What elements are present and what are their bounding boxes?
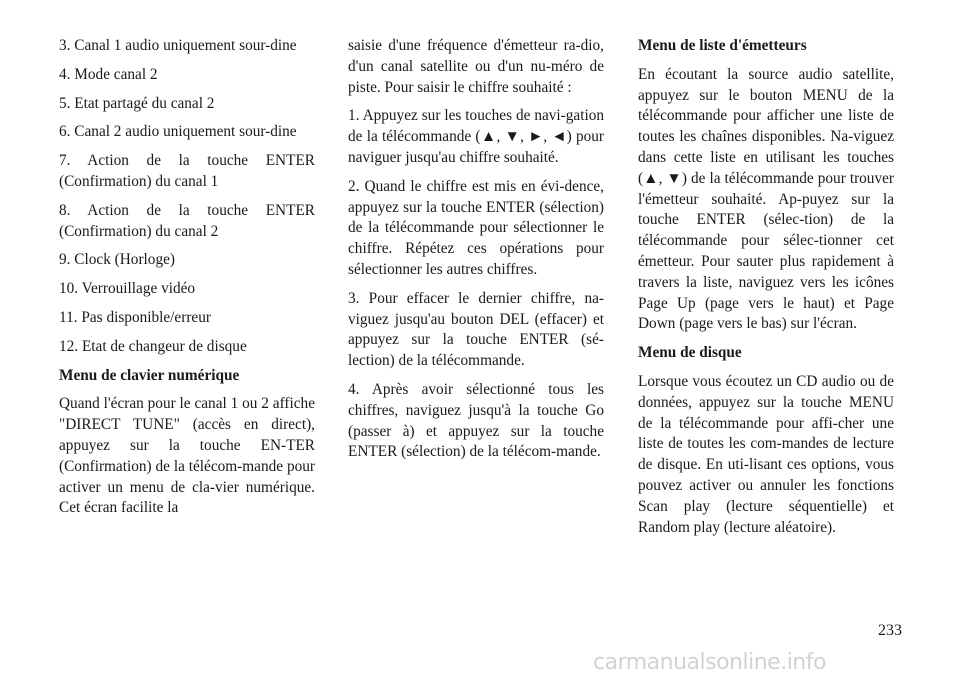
step-paragraph: 3. Pour effacer le dernier chiffre, na-viguez jusqu'au bouton DEL (effacer) et appuyez sur la touche ENTER (sé-lection) de la télécommande. [348,289,604,370]
list-item: 3. Canal 1 audio uniquement sour-dine [59,37,297,54]
list-item: 6. Canal 2 audio uniquement sour-dine [59,123,297,141]
watermark-text[interactable]: carmanualsonline.info [593,650,826,674]
list-item: 12. Etat de changeur de disque [59,337,247,355]
step-paragraph: 4. Après avoir sélectionné tous les chiffres, naviguez jusqu'à la touche Go (passer à) et appuyez sur la touche ENTER (sélection) de la télécom-mande. [348,380,604,461]
list-item: 7. Action de la touche ENTER (Confirmation) du canal 1 [59,152,315,190]
column-left [59,36,315,527]
list-item: 10. Verrouillage vidéo [59,280,196,298]
column-middle [348,36,604,471]
paragraph: Quand l'écran pour le canal 1 ou 2 affiche "DIRECT TUNE" (accès en direct), appuyez sur la touche EN-TER (Confirmation) de la télécom-mande pour activer un menu de cla-vier numérique. Cet écran facilite la [59,395,315,517]
list-item: 5. Etat partagé du canal 2 [59,94,215,112]
list-item: 4. Mode canal 2 [59,65,158,83]
page-number: 233 [878,622,902,639]
list-item: 9. Clock (Horloge) [59,251,175,269]
section-heading-numeric-keypad: Menu de clavier numérique [59,366,240,384]
section-heading-disc-menu: Menu de disque [638,344,742,362]
step-paragraph: 2. Quand le chiffre est mis en évi-dence, appuyez sur la touche ENTER (sélection) de la télécommande pour sélectionner le chiffre. Répétez ces opérations pour sélectionner les autres chiffres. [348,177,604,278]
column-right [638,36,894,546]
step-paragraph: 1. Appuyez sur les touches de navi-gation de la télécommande (▲, ▼, ►, ◄) pour naviguer jusqu'au chiffre souhaité. [348,107,604,166]
paragraph: saisie d'une fréquence d'émetteur ra-dio, d'un canal satellite ou d'un nu-méro de piste. Pour saisir le chiffre souhaité : [348,37,604,96]
paragraph: Lorsque vous écoutez un CD audio ou de données, appuyez sur la touche MENU de la télécommande pour affi-cher une liste de toutes les com-mandes de lecture de disque. En uti-lisant ces options, vous pouvez activer ou annuler les fonctions Scan play (lecture séquentielle) et Random play (lecture aléatoire). [638,372,894,536]
list-item: 11. Pas disponible/erreur [59,308,211,326]
list-item: 8. Action de la touche ENTER (Confirmation) du canal 2 [59,201,315,240]
section-heading-station-list: Menu de liste d'émetteurs [638,37,807,54]
paragraph: En écoutant la source audio satellite, appuyez sur le bouton MENU de la télécommande pour afficher une liste de toutes les chaînes disponibles. Na-viguez dans cette liste en utilisant les touches (▲, ▼) de la télécommande pour trouver l'émetteur souhaité. Ap-puyez sur la touche ENTER (sélec-tion) de la télécommande pour sélec-tionner cet émetteur. Pour sauter plus rapidement à travers la liste, naviguez vers les icônes Page Up (page vers le haut) et Page Down (page vers le bas) sur l'écran. [638,65,894,333]
